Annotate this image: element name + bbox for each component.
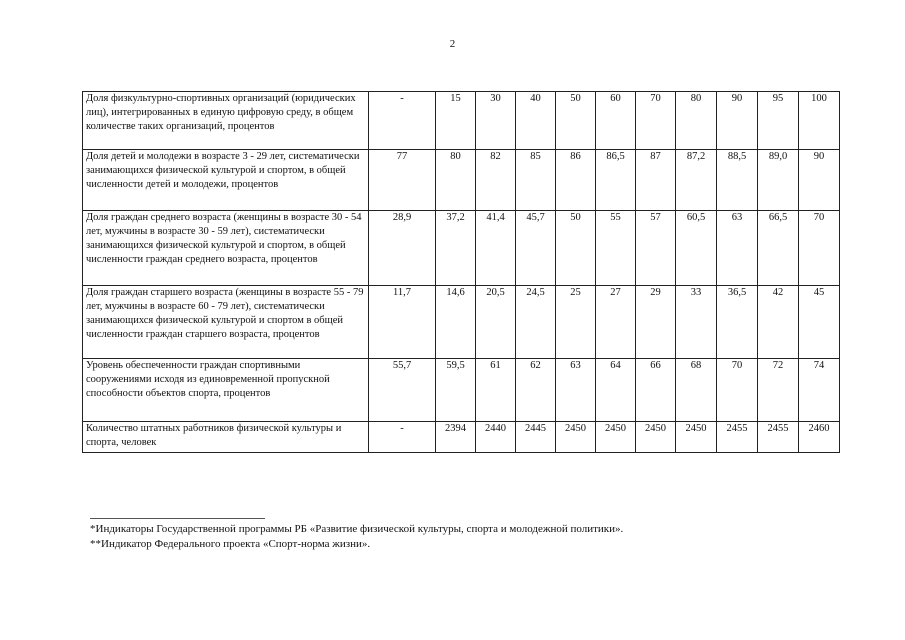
indicator-value: 45	[799, 286, 840, 359]
indicator-name: Доля физкультурно-спортивных организаций (юридических лиц), интегрированных в единую цифровую среду, в общем количестве таких организаций, процентов	[83, 92, 369, 150]
indicator-name: Уровень обеспеченности граждан спортивными сооружениями исходя из единовременной пропускной способности объектов спорта, процентов	[83, 359, 369, 422]
indicator-value: 86	[556, 150, 596, 211]
indicator-value: 2440	[476, 422, 516, 453]
indicator-value: 100	[799, 92, 840, 150]
indicator-value: 70	[799, 211, 840, 286]
indicator-value: 27	[596, 286, 636, 359]
indicator-value: 62	[516, 359, 556, 422]
indicator-value: 87	[636, 150, 676, 211]
indicator-value: 50	[556, 211, 596, 286]
footnote-state-program: *Индикаторы Государственной программы РБ «Развитие физической культуры, спорта и молодежной политики».	[90, 523, 624, 535]
indicator-name: Доля граждан среднего возраста (женщины в возрасте 30 - 54 лет, мужчины в возрасте 30 - 59 лет), систематически занимающихся физической культурой и спортом, в общей численности граждан среднего возраста, процентов	[83, 211, 369, 286]
indicator-value: 60,5	[676, 211, 717, 286]
indicator-value: 64	[596, 359, 636, 422]
indicator-value: 85	[516, 150, 556, 211]
indicator-value: 59,5	[436, 359, 476, 422]
indicator-value: 80	[436, 150, 476, 211]
indicator-value: -	[369, 422, 436, 453]
indicator-value: 82	[476, 150, 516, 211]
indicator-value: 63	[717, 211, 758, 286]
indicator-value: 29	[636, 286, 676, 359]
indicator-value: 2460	[799, 422, 840, 453]
indicator-value: 40	[516, 92, 556, 150]
indicator-value: 20,5	[476, 286, 516, 359]
indicator-value: 36,5	[717, 286, 758, 359]
indicator-value: 33	[676, 286, 717, 359]
indicator-value: 2394	[436, 422, 476, 453]
indicator-value: 24,5	[516, 286, 556, 359]
indicator-value: 11,7	[369, 286, 436, 359]
indicator-name: Доля граждан старшего возраста (женщины в возрасте 55 - 79 лет, мужчины в возрасте 60 - 79 лет), систематически занимающихся физической культурой и спортом в общей численности граждан старшего возраста, процентов	[83, 286, 369, 359]
indicator-row	[83, 211, 840, 286]
indicator-value: 37,2	[436, 211, 476, 286]
indicator-value: 2445	[516, 422, 556, 453]
footnote-divider	[90, 518, 265, 519]
indicator-value: 90	[717, 92, 758, 150]
indicators-table	[82, 91, 840, 453]
indicator-value: 61	[476, 359, 516, 422]
indicator-value: 74	[799, 359, 840, 422]
indicator-value: 42	[758, 286, 799, 359]
indicator-value: 2455	[717, 422, 758, 453]
indicator-value: 80	[676, 92, 717, 150]
indicator-value: 60	[596, 92, 636, 150]
indicator-value: 15	[436, 92, 476, 150]
indicators-table-body	[83, 92, 840, 453]
indicator-row	[83, 359, 840, 422]
indicator-value: 50	[556, 92, 596, 150]
indicator-name: Количество штатных работников физической культуры и спорта, человек	[83, 422, 369, 453]
indicator-row	[83, 286, 840, 359]
indicator-value: -	[369, 92, 436, 150]
indicator-value: 95	[758, 92, 799, 150]
indicator-value: 30	[476, 92, 516, 150]
indicator-value: 28,9	[369, 211, 436, 286]
indicator-value: 90	[799, 150, 840, 211]
indicator-value: 2450	[636, 422, 676, 453]
footnote-federal-project: **Индикатор Федерального проекта «Спорт-норма жизни».	[90, 538, 371, 550]
indicator-value: 70	[717, 359, 758, 422]
indicator-value: 14,6	[436, 286, 476, 359]
indicator-value: 2450	[556, 422, 596, 453]
indicator-value: 45,7	[516, 211, 556, 286]
indicator-value: 87,2	[676, 150, 717, 211]
indicator-value: 2450	[676, 422, 717, 453]
indicator-value: 86,5	[596, 150, 636, 211]
indicator-value: 70	[636, 92, 676, 150]
indicator-value: 89,0	[758, 150, 799, 211]
indicator-value: 25	[556, 286, 596, 359]
indicator-value: 57	[636, 211, 676, 286]
indicator-row	[83, 150, 840, 211]
indicator-value: 72	[758, 359, 799, 422]
indicator-value: 66	[636, 359, 676, 422]
footnotes	[90, 522, 623, 552]
indicator-row	[83, 422, 840, 453]
indicator-value: 2450	[596, 422, 636, 453]
indicator-value: 88,5	[717, 150, 758, 211]
indicator-value: 2455	[758, 422, 799, 453]
page-number: 2	[449, 38, 456, 50]
indicator-value: 68	[676, 359, 717, 422]
indicator-value: 63	[556, 359, 596, 422]
indicator-value: 66,5	[758, 211, 799, 286]
indicator-name: Доля детей и молодежи в возрасте 3 - 29 лет, систематически занимающихся физической культурой и спортом, в общей численности детей и молодежи, процентов	[83, 150, 369, 211]
indicator-value: 41,4	[476, 211, 516, 286]
indicator-value: 77	[369, 150, 436, 211]
indicator-row	[83, 92, 840, 150]
indicator-value: 55,7	[369, 359, 436, 422]
indicator-value: 55	[596, 211, 636, 286]
